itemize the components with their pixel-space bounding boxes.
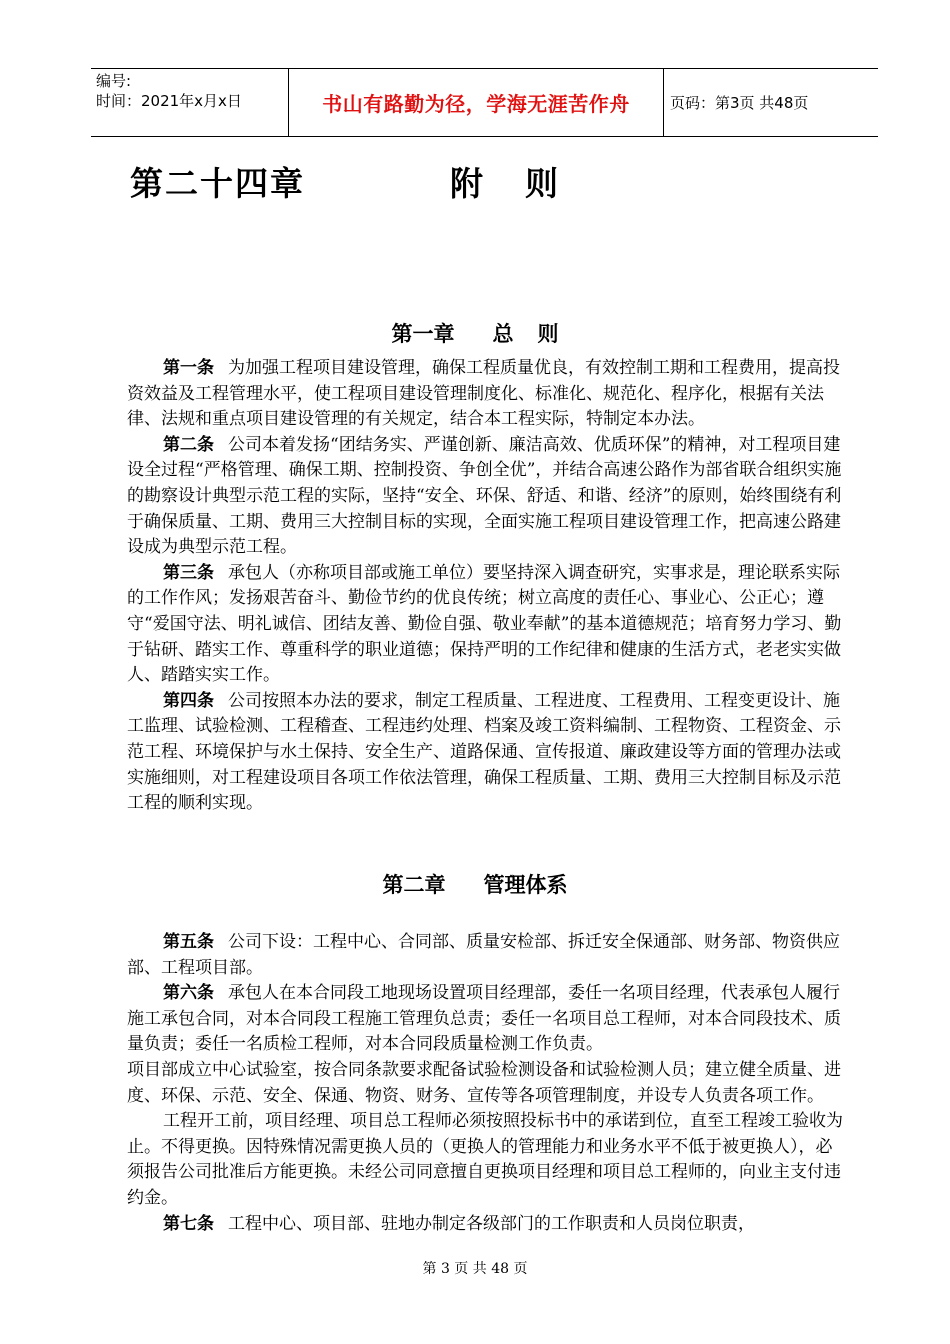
title-word-2: 则: [525, 164, 560, 203]
article-6: 第六条 承包人在本合同段工地现场设置项目经理部，委任一名项目经理，代表承包人履行施工承包合同，对本合同段工程施工管理负总责；委任一名项目总工程师，对本合同段技术、质量负责；委任一名质检工程师，对本合同段质量检测工作负责。: [127, 983, 841, 1055]
article-2: 第二条 公司本着发扬“团结务实、严谨创新、廉洁高效、优质环保”的精神，对工程项目建设全过程“严格管理、确保工期、控制投资、争创全优”，并结合高速公路作为部省联合组织实施的勘察设计典型示范工程的实际，坚持“安全、环保、舒适、和谐、经济”的原则，始终围绕有利于确保质量、工期、费用三大控制目标的实现，全面实施工程项目建设管理工作，把高速公路建设成为典型示范工程。: [127, 434, 842, 558]
article-3: 第三条 承包人（亦称项目部或施工单位）要坚持深入调查研究，实事求是，理论联系实际的工作作风；发扬艰苦奋斗、勤俭节约的优良传统；树立高度的责任心、事业心、公正心；遵守“爱国守法、明礼诚信、团结友善、勤俭自强、敬业奉献”的基本道德规范；培育努力学习、勤于钻研、踏实工作、尊重科学的职业道德；保持严明的工作纪律和健康的生活方式，老老实实做人、踏踏实实工作。: [127, 562, 842, 686]
article-6-continued: 项目部成立中心试验室，按合同条款要求配备试验检测设备和试验检测人员；建立健全质量、进度、环保、示范、安全、保通、物资、财务、宣传等各项管理制度，并设专人负责各项工作。: [127, 1059, 841, 1106]
chapter-1-title: 第一章 总 则: [391, 322, 559, 346]
header-motto: 书山有路勤为径，学海无涯苦作舟: [289, 69, 664, 136]
number-label: 编号:: [96, 72, 132, 90]
chapter-1-body: [127, 356, 845, 817]
article-6-paragraph: 工程开工前，项目经理、项目总工程师必须按照投标书中的承诺到位，直至工程竣工验收为止。不得更换。因特殊情况需更换人员的（更换人的管理能力和业务水平不低于被更换人），必须报告公司批准后方能更换。未经公司同意擅自更换项目经理和项目总工程师的，向业主支付违约金。: [127, 1111, 843, 1208]
time-label: 时间：2021年x月x日: [96, 92, 242, 110]
page-header: [91, 68, 878, 137]
article-1: 第一条 为加强工程项目建设管理，确保工程质量优良，有效控制工期和工程费用，提高投资效益及工程管理水平，使工程项目建设管理制度化、标准化、规范化、程序化，根据有关法律、法规和重点项目建设管理的有关规定，结合本工程实际，特制定本办法。: [127, 358, 840, 430]
article-4: 第四条 公司按照本办法的要求，制定工程质量、工程进度、工程费用、工程变更设计、施工监理、试验检测、工程稽查、工程违约处理、档案及竣工资料编制、工程物资、工程资金、示范工程、环境保护与水土保持、安全生产、道路保通、宣传报道、廉政建设等方面的管理办法或实施细则，对工程建设项目各项工作依法管理，确保工程质量、工期、费用三大控制目标及示范工程的顺利实现。: [127, 690, 841, 814]
page-footer: 第 3 页 共 48 页: [422, 1261, 528, 1277]
header-page-label: 页码：第3页 共48页: [670, 94, 809, 112]
document-title: [130, 158, 560, 205]
title-word-1: 附: [450, 164, 485, 203]
chapter-2-title: 第二章 管理体系: [382, 873, 568, 897]
article-5: 第五条 公司下设：工程中心、合同部、质量安检部、拆迁安全保通部、财务部、物资供应部、工程项目部。: [127, 932, 840, 978]
title-chapter: 第二十四章: [130, 164, 305, 203]
header-info: [91, 69, 289, 136]
article-7: 第七条 工程中心、项目部、驻地办制定各级部门的工作职责和人员岗位职责，: [163, 1213, 755, 1234]
chapter-2-body: [127, 930, 845, 1237]
